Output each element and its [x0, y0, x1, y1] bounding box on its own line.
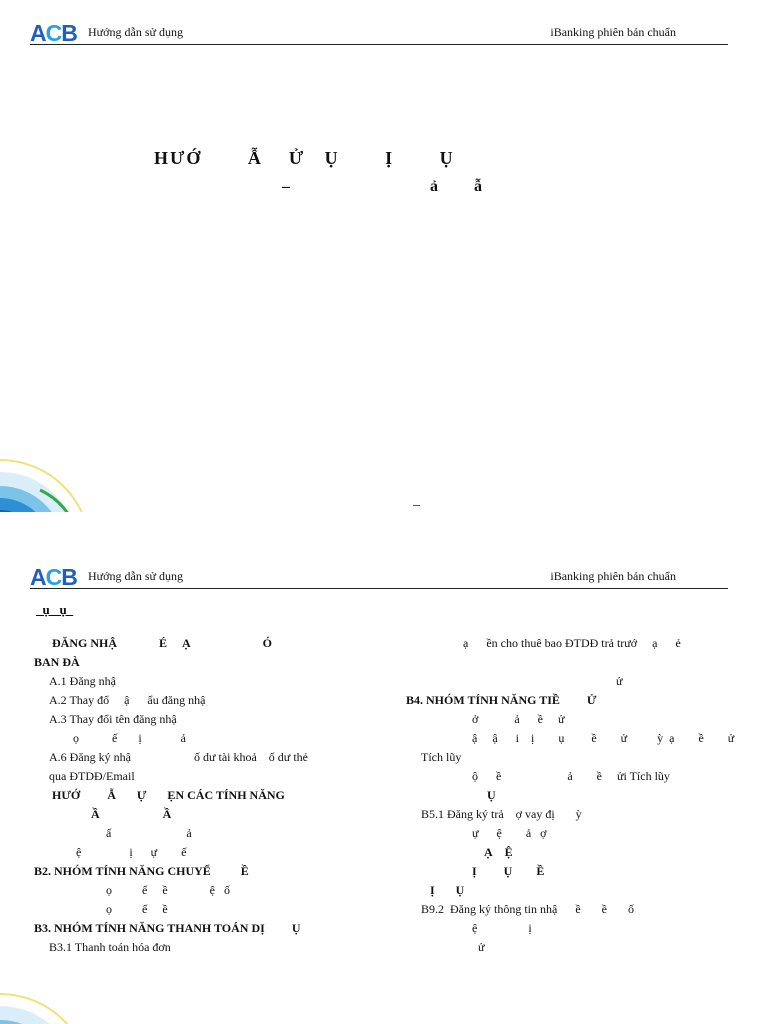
- toc-entry[interactable]: ọ ế ề: [64, 902, 168, 916]
- cover-subtitle: – ả ẫ: [282, 178, 482, 195]
- toc-section-heading[interactable]: Ị Ụ Ề: [406, 864, 545, 878]
- toc-section-heading[interactable]: HƯỚ Ẫ Ự ẸN CÁC TÍNH NĂNG: [34, 788, 285, 802]
- toc-entry[interactable]: A.6 Đăng ký nhậ ố dư tài khoả ố dư thẻ: [49, 750, 308, 764]
- toc-section-heading[interactable]: Ạ Ệ: [406, 845, 513, 859]
- toc-entry[interactable]: ự ệ ả ợ: [436, 826, 547, 840]
- toc-entry[interactable]: ọ ế ề ệ ố: [64, 883, 230, 897]
- toc-title: ụ ụ: [36, 602, 74, 617]
- swirl-decoration: [0, 974, 110, 1024]
- link-mark[interactable]: [413, 505, 420, 506]
- header-right-text: iBanking phiên bản chuẩn: [550, 25, 676, 39]
- toc-entry[interactable]: ử: [421, 674, 623, 688]
- toc-entry[interactable]: Tích lũy: [421, 750, 462, 764]
- toc-entry[interactable]: ử: [436, 940, 485, 954]
- toc-entry[interactable]: ấ ả: [64, 826, 192, 840]
- toc-entry[interactable]: ọ ế ị ả: [49, 731, 186, 745]
- toc-section-heading[interactable]: B3. NHÓM TÍNH NĂNG THANH TOÁN DỊ Ụ: [34, 921, 301, 935]
- toc-entry[interactable]: [406, 653, 736, 672]
- toc-entry[interactable]: ạ ền cho thuê bao ĐTDĐ trả trướ ạ ẻ: [421, 636, 681, 650]
- toc-entry[interactable]: ộ ề ả ề ửi Tích lũy: [436, 769, 670, 783]
- toc-section-heading[interactable]: B2. NHÓM TÍNH NĂNG CHUYỂ Ề: [34, 864, 249, 878]
- toc-entry[interactable]: ở ả ề ử: [436, 712, 565, 726]
- toc-section-heading[interactable]: Ị Ụ: [406, 883, 465, 897]
- toc-entry[interactable]: A.1 Đăng nhậ: [49, 674, 116, 688]
- toc-entry[interactable]: B3.1 Thanh toán hóa đơn: [49, 940, 171, 954]
- toc-section-heading[interactable]: Ầ Ầ: [34, 807, 172, 821]
- toc-entry[interactable]: ệ ị: [436, 921, 532, 935]
- toc-entry[interactable]: A.2 Thay đổ ậ ẩu đăng nhậ: [49, 693, 206, 707]
- toc-entry[interactable]: A.3 Thay đổi tên đăng nhậ: [49, 712, 177, 726]
- toc-page: [0, 544, 768, 1024]
- toc-section-heading[interactable]: B4. NHÓM TÍNH NĂNG TIỀ Ử: [406, 693, 597, 707]
- toc-entry[interactable]: B5.1 Đăng ký trả ợ vay đị ỳ: [421, 807, 582, 821]
- toc-entry[interactable]: B9.2 Đăng ký thông tin nhậ ề ề ố: [421, 902, 634, 916]
- swirl-decoration: [0, 440, 110, 512]
- page-header: [30, 18, 728, 45]
- toc-entry[interactable]: ệ ị ự ế: [64, 845, 187, 859]
- acb-logo: ACB: [30, 20, 77, 46]
- toc-entry[interactable]: ậ ậ i ị ụ ề ử ỳ ạ ề ử: [436, 731, 735, 745]
- cover-title: HƯỚ Ẫ Ử Ụ Ị Ụ: [154, 148, 455, 168]
- toc-section-heading[interactable]: ĐĂNG NHẬ É Ạ Ó: [34, 636, 273, 650]
- header-left-text: Hướng dẫn sử dụng: [88, 569, 184, 583]
- header-left-text: Hướng dẫn sử dụng: [88, 25, 184, 39]
- toc-entry[interactable]: qua ĐTDĐ/Email: [49, 769, 135, 783]
- toc-section-heading[interactable]: Ụ: [406, 788, 496, 802]
- header-right-text: iBanking phiên bản chuẩn: [550, 569, 676, 583]
- acb-logo: ACB: [30, 564, 77, 590]
- page-gap: [0, 512, 768, 544]
- toc-right-column: [406, 634, 736, 957]
- page-header: [30, 562, 728, 589]
- toc-section-heading[interactable]: BAN ĐÀ: [34, 655, 80, 669]
- toc-left-column: [34, 634, 374, 957]
